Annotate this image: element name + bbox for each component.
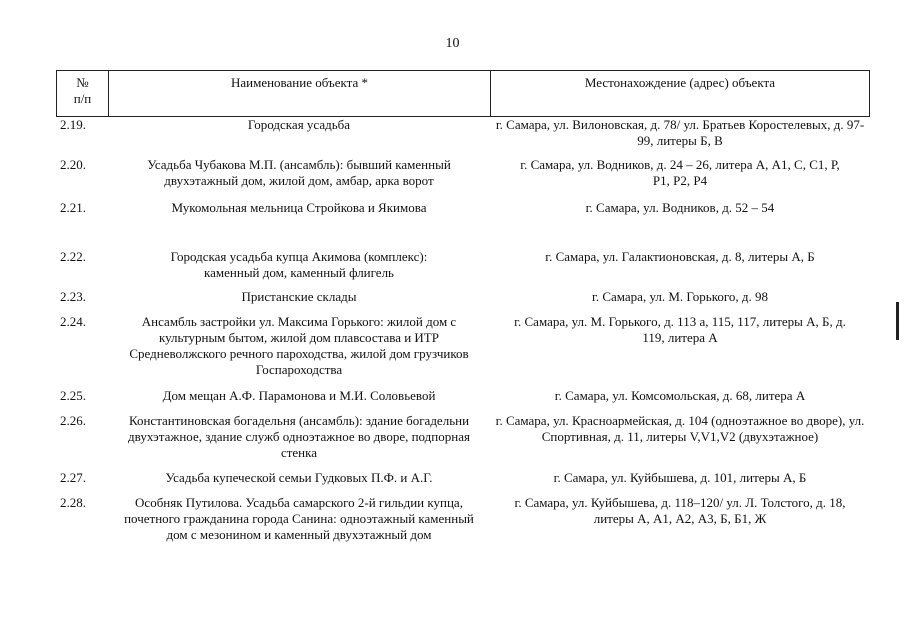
row-address: г. Самара, ул. Комсомольская, д. 68, литера А	[554, 388, 806, 403]
row-number: 2.25.	[60, 388, 86, 403]
table-row	[56, 117, 870, 149]
table-row	[56, 314, 870, 378]
table-row	[56, 289, 870, 305]
row-object-name: Дом мещан А.Ф. Парамонова и М.И. Соловьевой	[162, 388, 436, 403]
row-number: 2.28.	[60, 495, 86, 510]
header-number-abbrev: п/п	[73, 91, 92, 106]
row-number: 2.20.	[60, 157, 86, 172]
row-object-name: Городская усадьба	[247, 117, 351, 132]
table-row	[56, 200, 870, 216]
table-row	[56, 157, 870, 189]
row-address: г. Самара, ул. М. Горького, д. 98	[591, 289, 769, 304]
row-object-name: Пристанские склады	[241, 289, 357, 304]
scan-artifact-mark	[896, 302, 899, 340]
row-object-name: Усадьба Чубакова М.П. (ансамбль): бывший каменный двухэтажный дом, жилой дом, амбар, арка ворот	[147, 157, 451, 188]
row-address: г. Самара, ул. Куйбышева, д. 101, литеры А, Б	[553, 470, 807, 485]
row-address: г. Самара, ул. Галактионовская, д. 8, литеры А, Б	[545, 249, 815, 264]
table-row	[56, 470, 870, 486]
row-object-name: Константиновская богадельня (ансамбль): здание богадельни двухэтажное, здание служб одноэтажное во дворе, подпорная стенка	[128, 413, 470, 460]
row-address: г. Самара, ул. Водников, д. 24 – 26, литера А, А1, С, С1, Р, Р1, Р2, Р4	[520, 157, 840, 188]
table-row	[56, 495, 870, 543]
row-address: г. Самара, ул. Вилоновская, д. 78/ ул. Братьев Коростелевых, д. 97-99, литеры Б, В	[495, 117, 865, 148]
header-number-symbol: №	[76, 75, 89, 90]
row-number: 2.27.	[60, 470, 86, 485]
row-address: г. Самара, ул. М. Горького, д. 113 а, 115, 117, литеры А, Б, д. 119, литера А	[514, 314, 846, 345]
row-number: 2.21.	[60, 200, 86, 215]
header-address: Местонахождение (адрес) объекта	[490, 71, 870, 116]
table-row	[56, 249, 870, 281]
page-number: 10	[445, 36, 460, 51]
row-object-name: Ансамбль застройки ул. Максима Горького: жилой дом с культурным бытом, жилой дом плавсостава и ИТР Средневолжского речного пароходства, жилой дом грузчиков Госпароходства	[129, 314, 469, 377]
row-number: 2.23.	[60, 289, 86, 304]
row-address: г. Самара, ул. Куйбышева, д. 118–120/ ул. Л. Толстого, д. 18, литеры А, А1, А2, А3, Б, Б1, Ж	[514, 495, 846, 526]
row-address: г. Самара, ул. Красноармейская, д. 104 (одноэтажное во дворе), ул. Спортивная, д. 11, литеры V,V1,V2 (двухэтажное)	[495, 413, 865, 444]
row-object-name: Городская усадьба купца Акимова (комплекс): каменный дом, каменный флигель	[170, 249, 428, 280]
row-object-name: Усадьба купеческой семьи Гудковых П.Ф. и А.Г.	[165, 470, 433, 485]
row-number: 2.22.	[60, 249, 86, 264]
table-row	[56, 388, 870, 404]
row-address: г. Самара, ул. Водников, д. 52 – 54	[585, 200, 775, 215]
row-object-name: Мукомольная мельница Стройкова и Якимова	[171, 200, 427, 215]
row-number: 2.26.	[60, 413, 86, 428]
objects-table	[56, 70, 870, 542]
table-row	[56, 413, 870, 461]
row-number: 2.19.	[60, 117, 86, 132]
row-number: 2.24.	[60, 314, 86, 329]
row-object-name: Особняк Путилова. Усадьба самарского 2-й гильдии купца, почетного гражданина города Санина: одноэтажный каменный дом с мезонином и каменный двухэтажный дом	[124, 495, 474, 542]
header-name: Наименование объекта *	[108, 71, 490, 116]
header-number	[56, 71, 108, 116]
table-header	[56, 70, 870, 117]
